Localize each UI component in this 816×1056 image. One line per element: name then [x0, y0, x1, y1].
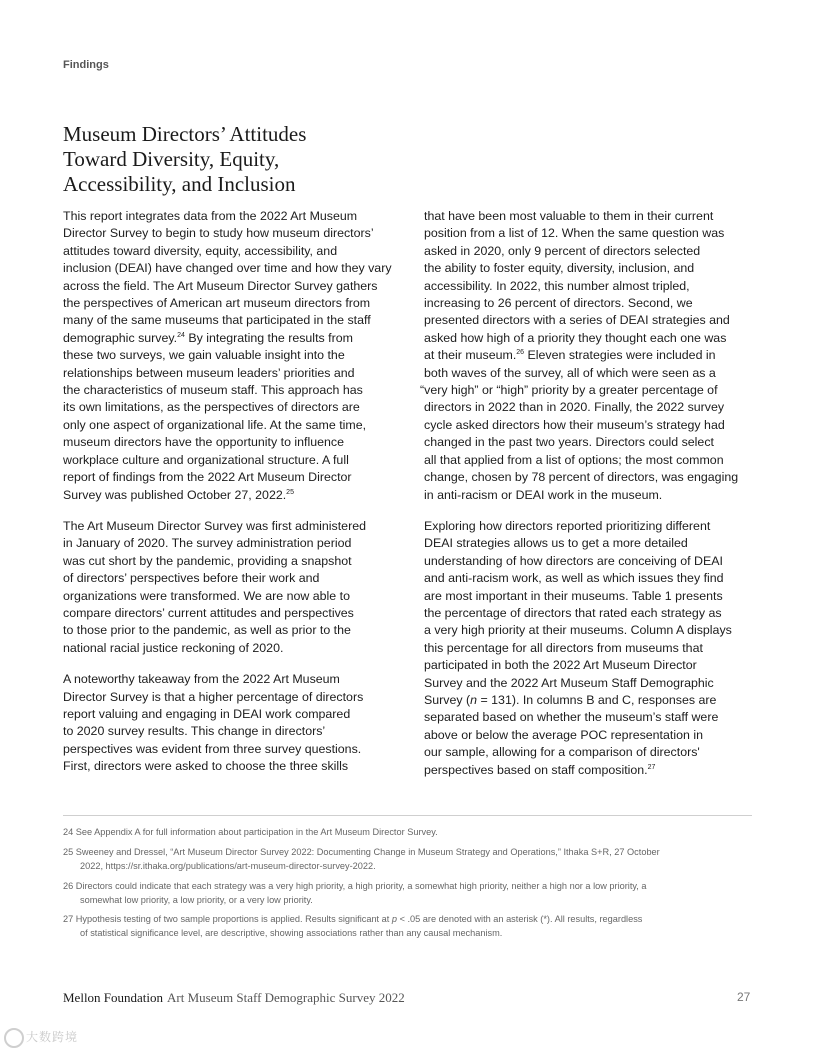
text-line: above or below the average POC representation in: [424, 727, 703, 742]
title-line: Accessibility, and Inclusion: [63, 172, 296, 196]
text-line: attitudes toward diversity, equity, accessibility, and: [63, 243, 338, 258]
footnote-ref-25[interactable]: 25: [286, 488, 294, 496]
text-line: the percentage of directors that rated each strategy as: [424, 605, 722, 620]
text-line: are most important in their museums. Table 1 presents: [424, 588, 723, 603]
text-fragment: < .05 are denoted with an asterisk (*). All results, regardless: [397, 914, 643, 924]
left-column: [63, 208, 395, 776]
watermark-logo-icon: [4, 1028, 24, 1048]
text-line: [63, 487, 395, 504]
text-line: [424, 762, 756, 779]
text-line: the ability to foster equity, diversity, inclusion, and: [424, 261, 695, 276]
text-line: workplace culture and organizational structure. A full: [63, 452, 349, 467]
text-line: First, directors were asked to choose the three skills: [63, 759, 349, 774]
page-number: 27: [737, 990, 751, 1004]
paragraph-3: [63, 671, 395, 775]
text-line: report valuing and engaging in DEAI work compared: [63, 706, 351, 721]
text-line: directors in 2022 than in 2020. Finally, the 2022 survey: [424, 400, 725, 415]
footer-brand: [63, 990, 405, 1006]
text-line: that have been most valuable to them in their current: [424, 209, 714, 223]
watermark: [4, 1028, 78, 1048]
text-fragment-italic: n: [470, 692, 478, 707]
text-line: cycle asked directors how their museum’s strategy had: [424, 417, 725, 432]
text-line: asked how high of a priority they thought each one was: [424, 330, 727, 345]
footnote-24: [63, 826, 753, 840]
text-line: to those prior to the pandemic, as well as prior to the: [63, 623, 351, 638]
text-line: increasing to 26 percent of directors. Second, we: [424, 296, 693, 311]
text-line: presented directors with a series of DEAI strategies and: [424, 313, 730, 328]
text-line: the characteristics of museum staff. This approach has: [63, 383, 363, 398]
text-line: asked in 2020, only 9 percent of directors selected: [424, 243, 701, 258]
text-line: in January of 2020. The survey administration period: [63, 536, 352, 551]
text-fragment: perspectives based on staff composition.: [424, 762, 648, 777]
text-line: of directors’ perspectives before their work and: [63, 571, 320, 586]
text-line: organizations were transformed. We are now able to: [63, 588, 350, 603]
text-line: “very high” or “high” priority by a greater percentage of: [420, 383, 718, 398]
text-line: understanding of how directors are conceiving of DEAI: [424, 553, 723, 568]
footnote-divider: [63, 815, 752, 816]
text-line: compare directors’ current attitudes and perspectives: [63, 605, 354, 620]
footnote-line: [63, 913, 753, 927]
paragraph-1: [63, 208, 395, 504]
text-line: Director Survey is that a higher percentage of directors: [63, 689, 364, 704]
paragraph-5: [424, 518, 756, 779]
text-line: national racial justice reckoning of 2020.: [63, 640, 284, 655]
footnote-line: of statistical significance level, are descriptive, showing associations rather than any causal mechanism.: [80, 927, 503, 938]
text-line: a very high priority at their museums. Column A displays: [424, 623, 732, 638]
text-line: its own limitations, as the perspectives of directors are: [63, 400, 360, 415]
text-fragment: Survey (: [424, 692, 471, 707]
text-fragment: Survey was published October 27, 2022.: [63, 487, 287, 502]
text-line: both waves of the survey, all of which were seen as a: [424, 365, 716, 380]
text-fragment: Eleven strategies were included in: [524, 348, 716, 363]
section-label: Findings: [63, 59, 109, 71]
text-line: Director Survey to begin to study how museum directors’: [63, 226, 374, 241]
text-line: separated based on whether the museum’s staff were: [424, 710, 719, 725]
text-line: in anti-racism or DEAI work in the museum.: [424, 487, 663, 502]
watermark-text: 大数跨境: [26, 1030, 79, 1045]
footnote-26: [63, 880, 753, 907]
text-line: relationships between museum leaders’ priorities and: [63, 365, 355, 380]
text-line: position from a list of 12. When the same question was: [424, 226, 725, 241]
text-line: to 2020 survey results. This change in directors’: [63, 724, 326, 739]
title-line: Toward Diversity, Equity,: [63, 147, 280, 171]
text-line: our sample, allowing for a comparison of directors': [424, 745, 700, 760]
text-line: across the field. The Art Museum Director Survey gathers: [63, 278, 378, 293]
text-line: DEAI strategies allows us to get a more detailed: [424, 536, 688, 551]
text-line: perspectives was evident from three survey questions.: [63, 741, 362, 756]
footnote-27: [63, 913, 753, 940]
text-line: this percentage for all directors from museums that: [424, 640, 703, 655]
text-fragment: 27 Hypothesis testing of two sample proportions is applied. Results significant at: [63, 914, 392, 924]
text-line: Exploring how directors reported prioritizing different: [424, 518, 711, 533]
text-line: museum directors have the opportunity to influence: [63, 435, 345, 450]
paragraph-4: [420, 208, 756, 504]
footnote-line: 24 See Appendix A for full information about participation in the Art Museum Director Survey.: [63, 827, 438, 837]
text-line: Survey and the 2022 Art Museum Staff Demographic: [424, 675, 714, 690]
footnote-line: 26 Directors could indicate that each strategy was a very high priority, a high priority, a somewhat high priority, neither a high nor a low priority, a: [63, 881, 647, 891]
text-line: inclusion (DEAI) have changed over time and how they vary: [63, 261, 392, 276]
footnote-ref-26[interactable]: 26: [516, 349, 525, 357]
footnote-line: 25 Sweeney and Dressel, “Art Museum Director Survey 2022: Documenting Change in Museum Strategy and Operations,” Ithaka S+R, 27 October: [63, 847, 660, 857]
footnote-line: somewhat low priority, a low priority, or a very low priority.: [80, 894, 313, 905]
right-column: [420, 208, 756, 779]
text-line: report of findings from the 2022 Art Museum Director: [63, 470, 352, 485]
text-line: many of the same museums that participated in the staff: [63, 313, 371, 328]
text-line: [63, 330, 395, 347]
text-fragment: demographic survey.: [63, 330, 178, 345]
text-line: This report integrates data from the 2022 Art Museum: [63, 209, 358, 223]
text-line: A noteworthy takeaway from the 2022 Art Museum: [63, 672, 340, 687]
text-line: [424, 347, 756, 364]
footnote-line[interactable]: 2022, https://sr.ithaka.org/publications/art-museum-director-survey-2022.: [80, 860, 376, 871]
text-line: The Art Museum Director Survey was first administered: [63, 518, 366, 533]
text-line: only one aspect of organizational life. At the same time,: [63, 417, 367, 432]
text-line: these two surveys, we gain valuable insight into the: [63, 348, 345, 363]
text-line: change, chosen by 78 percent of directors, was engaging: [424, 470, 739, 485]
text-line: was cut short by the pandemic, providing a snapshot: [63, 553, 352, 568]
text-fragment-italic: p: [391, 914, 398, 924]
text-fragment: By integrating the results from: [184, 330, 353, 345]
text-line: and anti-racism work, as well as which issues they find: [424, 571, 724, 586]
footnote-ref-24[interactable]: 24: [177, 331, 185, 339]
paragraph-2: [63, 518, 395, 657]
title-line: Museum Directors’ Attitudes: [63, 122, 307, 146]
text-line: the perspectives of American art museum directors from: [63, 296, 371, 311]
text-line: [424, 692, 756, 709]
text-line: all that applied from a list of options; the most common: [424, 452, 724, 467]
text-fragment: = 131). In columns B and C, responses are: [477, 692, 717, 707]
footnote-ref-27[interactable]: 27: [647, 763, 656, 771]
text-line: accessibility. In 2022, this number almost tripled,: [424, 278, 690, 293]
footer-report-title: Art Museum Staff Demographic Survey 2022: [167, 990, 405, 1005]
footer-org-name: Mellon Foundation: [63, 990, 164, 1005]
text-fragment: at their museum.: [424, 348, 517, 363]
page-title: [63, 122, 383, 197]
text-line: changed in the past two years. Directors could select: [424, 435, 714, 450]
footnote-25: [63, 846, 753, 873]
text-line: participated in both the 2022 Art Museum Director: [424, 658, 697, 673]
